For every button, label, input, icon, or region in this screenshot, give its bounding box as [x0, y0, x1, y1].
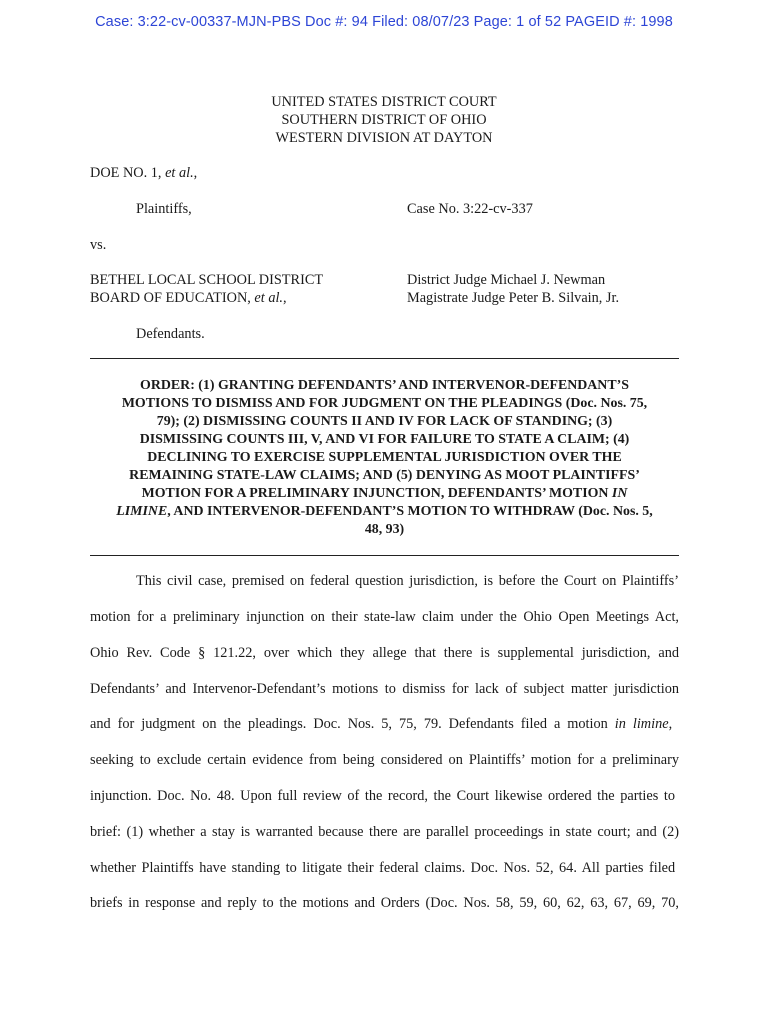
body-line: Ohio Rev. Code § 121.22, over which they allege that there is supplemental jurisdiction, and — [90, 645, 679, 661]
defendant-comma: , — [283, 290, 287, 306]
body-line: This civil case, premised on federal question jurisdiction, is before the Court on Plaintiffs’ — [136, 573, 679, 589]
body-line: whether Plaintiffs have standing to litigate their federal claims. Doc. Nos. 52, 64. All parties filed — [90, 860, 676, 876]
body-text: , — [668, 716, 673, 732]
order-title-text: MOTION FOR A PRELIMINARY INJUNCTION, DEFENDANTS’ MOTION — [141, 486, 612, 501]
order-title-italic: IN — [611, 486, 628, 501]
order-title-text: , AND INTERVENOR-DEFENDANT’S MOTION TO WITHDRAW (Doc. Nos. 5, — [167, 504, 653, 519]
defendants-label: Defendants. — [136, 326, 205, 342]
divider-bottom — [90, 555, 679, 556]
case-header-stamp: Case: 3:22-cv-00337-MJN-PBS Doc #: 94 Filed: 08/07/23 Page: 1 of 52 PAGEID #: 1998 — [95, 14, 673, 30]
order-title-line: DECLINING TO EXERCISE SUPPLEMENTAL JURISDICTION OVER THE — [147, 450, 622, 465]
case-number: Case No. 3:22-cv-337 — [407, 201, 533, 217]
body-line: injunction. Doc. No. 48. Upon full review of the record, the Court likewise ordered the parties to — [90, 788, 676, 804]
court-division: WESTERN DIVISION AT DAYTON — [275, 130, 493, 146]
order-title-line: 79); (2) DISMISSING COUNTS II AND IV FOR LACK OF STANDING; (3) — [156, 414, 613, 429]
plaintiff-et-al: et al. — [165, 165, 194, 181]
district-judge: District Judge Michael J. Newman — [407, 272, 606, 288]
body-line: seeking to exclude certain evidence from being considered on Plaintiffs’ motion for a preliminary — [90, 752, 679, 768]
order-title-line: 48, 93) — [364, 522, 405, 537]
magistrate-judge: Magistrate Judge Peter B. Silvain, Jr. — [407, 290, 620, 306]
order-title-line: ORDER: (1) GRANTING DEFENDANTS’ AND INTERVENOR-DEFENDANT’S — [140, 378, 629, 393]
body-line: brief: (1) whether a stay is warranted because there are parallel proceedings in state court; and (2) — [90, 824, 679, 840]
order-title-line — [90, 503, 679, 521]
plaintiff-name-text: DOE NO. 1, — [90, 165, 166, 181]
court-district: SOUTHERN DISTRICT OF OHIO — [281, 112, 487, 128]
order-title — [90, 377, 679, 539]
defendant-name-text: BOARD OF EDUCATION, — [90, 290, 255, 306]
divider-top — [90, 358, 679, 359]
body-line — [90, 715, 679, 733]
body-italic-in-limine: in limine — [614, 716, 669, 732]
order-title-line: DISMISSING COUNTS III, V, AND VI FOR FAILURE TO STATE A CLAIM; (4) — [139, 432, 630, 447]
court-heading — [0, 93, 768, 147]
body-line: briefs in response and reply to the motions and Orders (Doc. Nos. 58, 59, 60, 62, 63, 67, 69, 70, — [90, 895, 679, 911]
order-title-italic: LIMINE — [116, 504, 168, 519]
plaintiff-comma: , — [193, 165, 198, 181]
defendant-name-line1: BETHEL LOCAL SCHOOL DISTRICT — [90, 272, 324, 288]
defendant-name-line2 — [90, 289, 287, 307]
order-title-line: MOTIONS TO DISMISS AND FOR JUDGMENT ON THE PLEADINGS (Doc. Nos. 75, — [121, 396, 648, 411]
order-title-line — [90, 485, 679, 503]
body-line: motion for a preliminary injunction on their state-law claim under the Ohio Open Meetings Act, — [90, 609, 679, 625]
body-text: and for judgment on the pleadings. Doc. Nos. 5, 75, 79. Defendants filed a motion — [90, 716, 615, 732]
plaintiffs-label: Plaintiffs, — [136, 201, 192, 217]
order-title-line: REMAINING STATE-LAW CLAIMS; AND (5) DENYING AS MOOT PLAINTIFFS’ — [129, 468, 640, 483]
versus-label: vs. — [90, 237, 107, 253]
body-line: Defendants’ and Intervenor-Defendant’s motions to dismiss for lack of subject matter jurisdiction — [90, 681, 679, 697]
defendant-et-al: et al. — [254, 290, 284, 306]
plaintiff-name — [90, 164, 197, 182]
court-name: UNITED STATES DISTRICT COURT — [271, 94, 497, 110]
